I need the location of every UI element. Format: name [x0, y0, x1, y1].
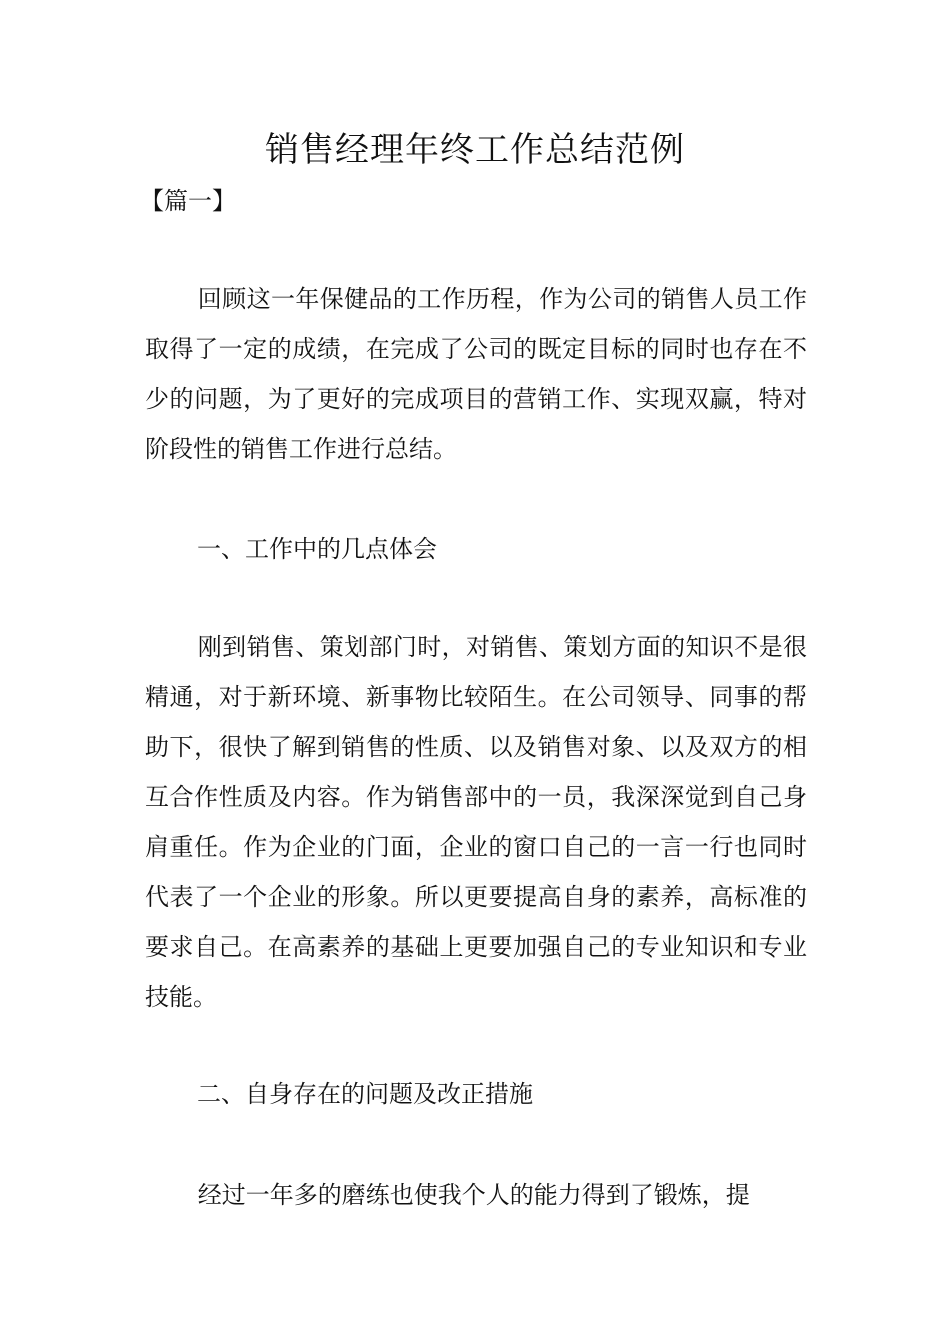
paragraph-problems: 经过一年多的磨练也使我个人的能力得到了锻炼，提 [197, 1181, 750, 1209]
section-tag: 【篇一】 [140, 187, 236, 215]
paragraph-experience: 刚到销售、策划部门时，对销售、策划方面的知识不是很精通，对于新环境、新事物比较陌生。在公司领导、同事的帮助下，很快了解到销售的性质、以及销售对象、以及双方的相互合作性质及内容。作为销售部中的一员，我深深觉到自己身肩重任。作为企业的门面，企业的窗口自己的一言一行也同时代表了一个企业的形象。所以更要提高自身的素养，高标准的要求自己。在高素养的基础上更要加强自己的专业知识和专业技能。 [145, 633, 807, 1011]
section-heading-1: 一、工作中的几点体会 [197, 535, 437, 563]
section-heading-2: 二、自身存在的问题及改正措施 [197, 1080, 533, 1108]
paragraph-intro: 回顾这一年保健品的工作历程，作为公司的销售人员工作取得了一定的成绩，在完成了公司的既定目标的同时也存在不少的问题，为了更好的完成项目的营销工作、实现双赢，特对阶段性的销售工作进行总结。 [145, 285, 807, 463]
document-title: 销售经理年终工作总结范例 [265, 130, 685, 170]
